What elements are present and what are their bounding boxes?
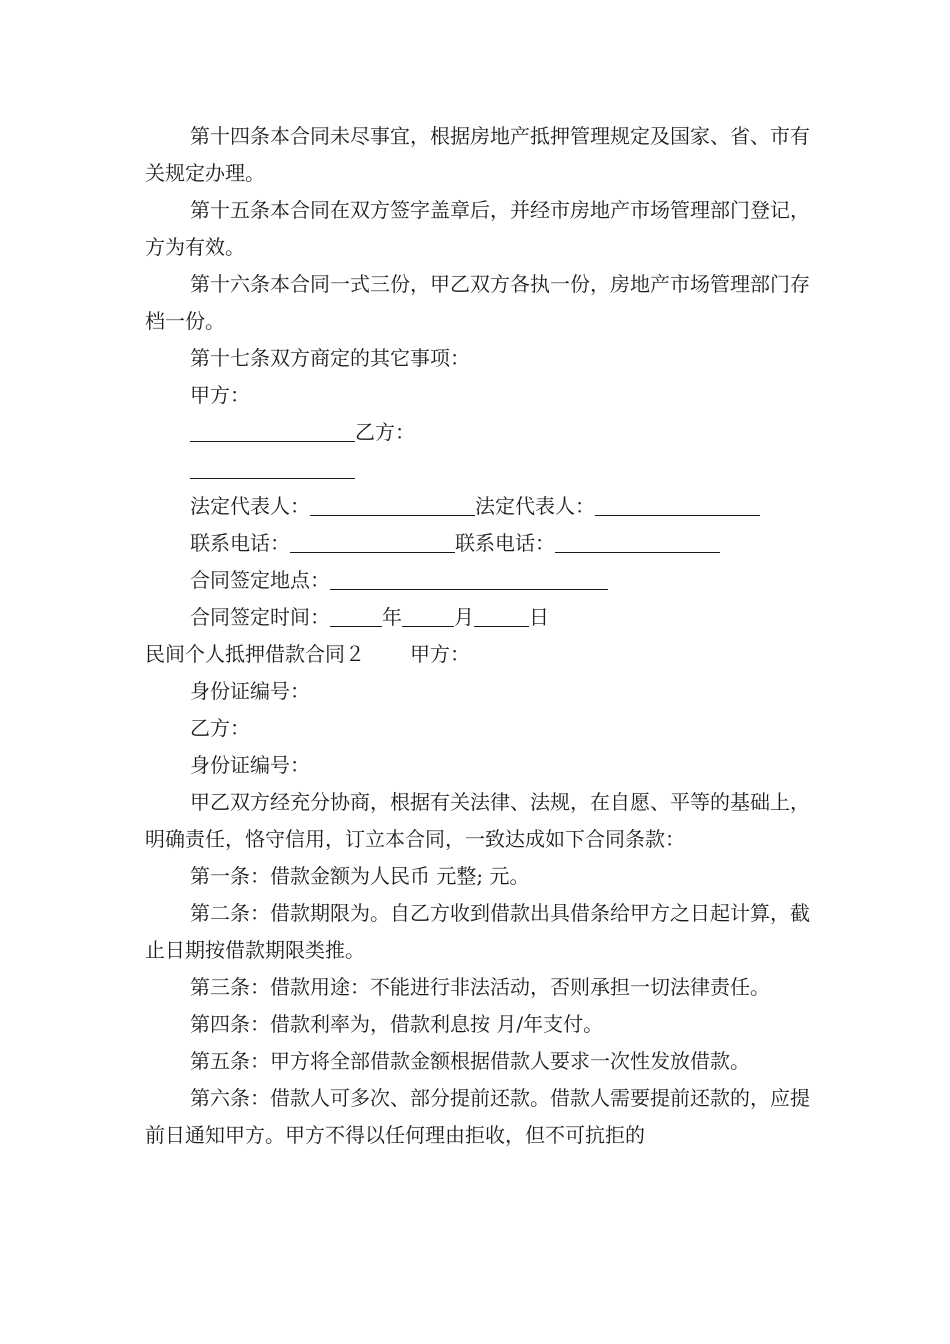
phone-b-label: 联系电话： xyxy=(455,531,555,555)
time-row xyxy=(145,599,810,636)
party-a-blank xyxy=(190,419,355,442)
article-14: 第十四条本合同未尽事宜，根据房地产抵押管理规定及国家、省、市有关规定办理。 xyxy=(145,124,810,185)
phone-a-blank xyxy=(290,530,455,553)
legal-rep-b-label: 法定代表人： xyxy=(475,494,595,518)
document-body xyxy=(145,118,810,1154)
party-a-label: 甲方： xyxy=(190,383,250,407)
article-16: 第十六条本合同一式三份，甲乙双方各执一份，房地产市场管理部门存档一份。 xyxy=(145,272,810,333)
article-15: 第十五条本合同在双方签字盖章后，并经市房地产市场管理部门登记，方为有效。 xyxy=(145,198,810,259)
party-b-row xyxy=(145,414,810,451)
year-label: 年 xyxy=(382,605,402,629)
contract2-title-row xyxy=(145,636,810,673)
contract2-id-b: 身份证编号： xyxy=(190,753,310,777)
legal-rep-a-blank xyxy=(310,493,475,516)
contract2-article-1: 第一条：借款金额为人民币 元整; 元。 xyxy=(190,864,530,888)
year-blank xyxy=(330,604,382,627)
article-17: 第十七条双方商定的其它事项： xyxy=(190,346,470,370)
party-b-blank-row xyxy=(145,451,810,488)
contract2-article-4: 第四条：借款利率为，借款利息按 月/年支付。 xyxy=(190,1012,604,1036)
month-blank xyxy=(402,604,454,627)
legal-rep-row xyxy=(145,488,810,525)
phone-b-blank xyxy=(555,530,720,553)
phone-a-label: 联系电话： xyxy=(190,531,290,555)
day-blank xyxy=(474,604,529,627)
day-label: 日 xyxy=(529,605,549,629)
place-row xyxy=(145,562,810,599)
party-b-blank xyxy=(190,456,355,479)
contract2-party-a: 甲方： xyxy=(410,642,470,666)
legal-rep-b-blank xyxy=(595,493,760,516)
time-label: 合同签定时间： xyxy=(190,605,330,629)
month-label: 月 xyxy=(454,605,474,629)
contract2-id-a: 身份证编号： xyxy=(190,679,310,703)
place-label: 合同签定地点： xyxy=(190,568,330,592)
phone-row xyxy=(145,525,810,562)
contract2-title: 民间个人抵押借款合同２ xyxy=(145,642,365,666)
contract2-party-b: 乙方： xyxy=(190,716,250,740)
contract2-article-6: 第六条：借款人可多次、部分提前还款。借款人需要提前还款的，应提前日通知甲方。甲方不得以任何理由拒收，但不可抗拒的 xyxy=(145,1086,810,1147)
place-blank xyxy=(330,567,608,590)
party-b-label: 乙方： xyxy=(355,420,415,444)
contract2-article-5: 第五条：甲方将全部借款金额根据借款人要求一次性发放借款。 xyxy=(190,1049,750,1073)
contract2-article-3: 第三条：借款用途：不能进行非法活动，否则承担一切法律责任。 xyxy=(190,975,770,999)
contract2-article-2: 第二条：借款期限为。自乙方收到借款出具借条给甲方之日起计算，截止日期按借款期限类推。 xyxy=(145,901,810,962)
legal-rep-a-label: 法定代表人： xyxy=(190,494,310,518)
contract2-intro: 甲乙双方经充分协商，根据有关法律、法规，在自愿、平等的基础上，明确责任，恪守信用，订立本合同，一致达成如下合同条款： xyxy=(145,790,810,851)
